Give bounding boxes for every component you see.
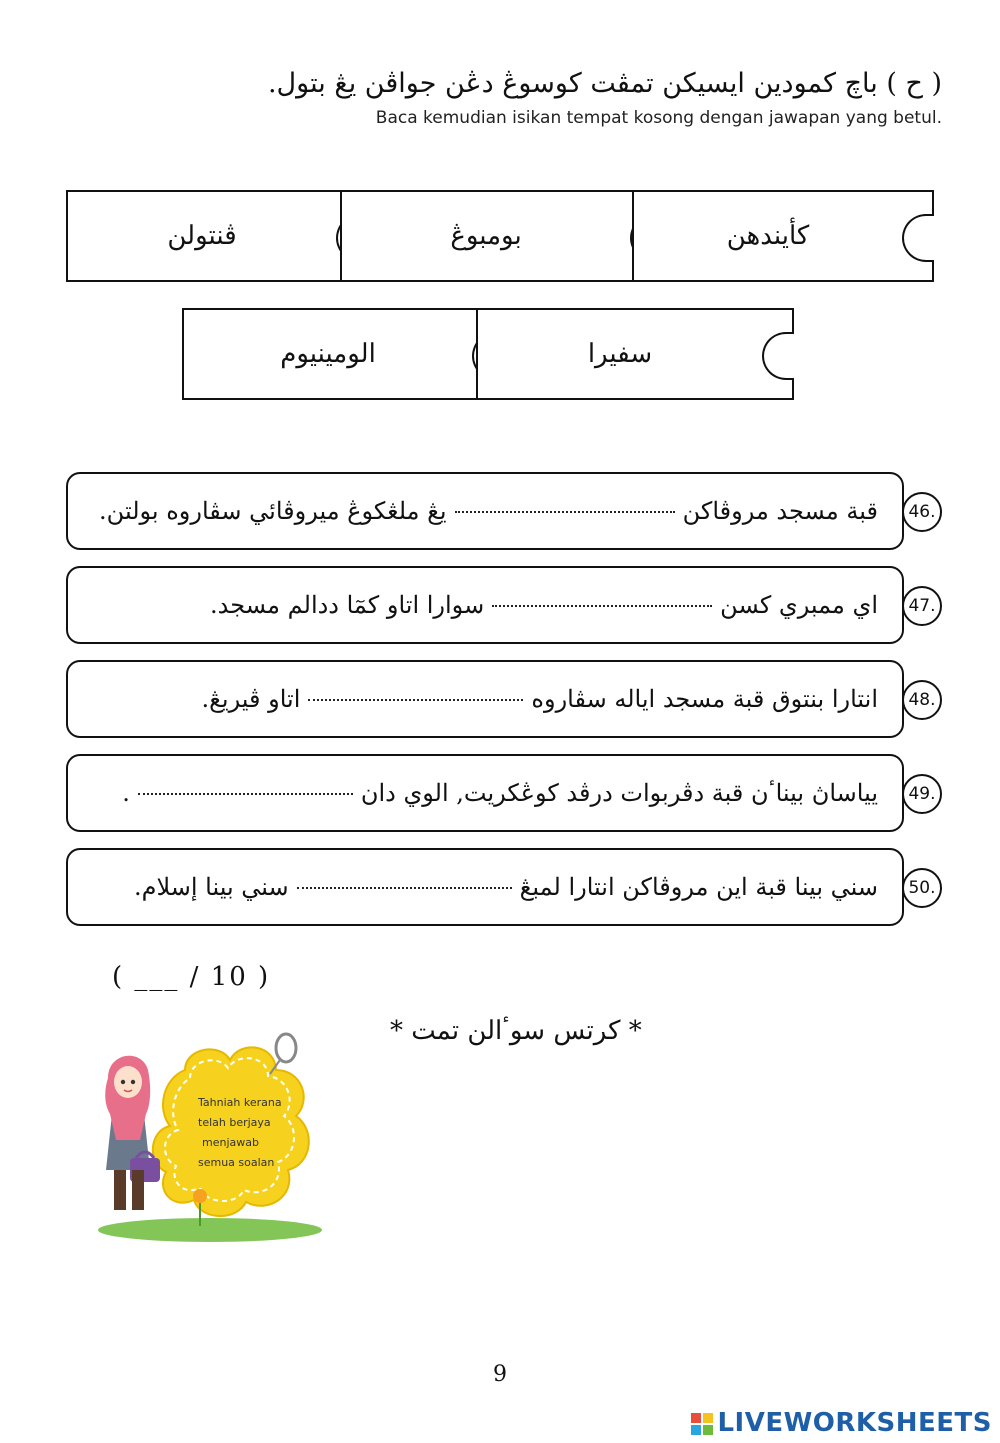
- question-text-before: قبة مسجد مروڤاكن: [682, 497, 878, 525]
- word-card-label: كأيندهن: [726, 221, 810, 251]
- question-text-before: اي ممبري كسن: [720, 591, 878, 619]
- liveworksheets-icon: [691, 1413, 713, 1435]
- question-text-after: .: [122, 779, 130, 807]
- word-card-label: الومينيوم: [280, 339, 376, 369]
- word-card-label: ڤنتولن: [167, 221, 237, 251]
- word-card-2: [340, 190, 662, 282]
- answer-blank[interactable]: [297, 886, 512, 889]
- sticker-line-1: Tahniah kerana: [198, 1096, 282, 1109]
- question-49: [66, 754, 936, 832]
- question-text-before: سني بينا قبة اين مروڤاكن انتارا لمبڠ: [519, 873, 878, 901]
- question-number: 49.: [902, 774, 942, 814]
- question-text: [92, 756, 878, 830]
- answer-blank[interactable]: [492, 604, 712, 607]
- question-text-after: سوارا اتاو كمٓا ددالم مسجد.: [210, 591, 485, 619]
- word-card-1: [632, 190, 934, 282]
- answer-blank[interactable]: [455, 510, 675, 513]
- question-number: 48.: [902, 680, 942, 720]
- question-text: [92, 568, 878, 642]
- card-notch: [902, 214, 934, 262]
- card-notch: [762, 332, 794, 380]
- congratulation-sticker: [90, 1030, 330, 1250]
- page-number: 9: [493, 1362, 507, 1387]
- brand-name: LIVEWORKSHEETS: [717, 1408, 992, 1438]
- word-card-3: [66, 190, 368, 282]
- question-text-after: سني بينا إسلام.: [133, 873, 289, 901]
- sticker-line-3: menjawab: [202, 1136, 259, 1149]
- question-number: 50.: [902, 868, 942, 908]
- answer-blank[interactable]: [308, 698, 523, 701]
- question-47: [66, 566, 936, 644]
- question-46: [66, 472, 936, 550]
- question-number: 47.: [902, 586, 942, 626]
- section-instruction: Baca kemudian isikan tempat kosong dengan jawapan yang betul.: [375, 108, 942, 128]
- score-box: ( ___ / 10 ): [112, 962, 271, 992]
- question-text-before: يياساڽ بيناٴن قبة دڤربوات درڤد كوڠكريت, الوي دان: [360, 779, 878, 807]
- question-48: [66, 660, 936, 738]
- question-text: [92, 662, 878, 736]
- brand-logo[interactable]: [691, 1408, 992, 1438]
- question-text: [92, 850, 878, 924]
- word-card-4: [476, 308, 794, 400]
- sticker-line-2: telah berjaya: [198, 1116, 271, 1129]
- question-number: 46.: [902, 492, 942, 532]
- closing-text: * كرتس سوٴالن تمت *: [390, 1016, 642, 1046]
- word-card-label: بومبوڠ: [450, 221, 522, 251]
- question-text-after: اتاو ڤيريڠ.: [201, 685, 301, 713]
- answer-blank[interactable]: [138, 792, 353, 795]
- question-text-before: انتارا بنتوق قبة مسجد اياله سڤاروه: [531, 685, 878, 713]
- girl-illustration: [90, 1030, 330, 1250]
- question-50: [66, 848, 936, 926]
- word-card-label: سفيرا: [587, 339, 653, 369]
- sticker-line-4: semua soalan: [198, 1156, 275, 1169]
- section-title: ( ح ) باچ كمودين ايسيكن تمڤت كوسوڠ دڠن جواڤن يڠ بتول.: [267, 68, 942, 99]
- question-text: [92, 474, 878, 548]
- word-card-5: [182, 308, 504, 400]
- question-text-after: يڠ ملڠكوڠ ميروڤائي سڤاروه بولتن.: [99, 497, 447, 525]
